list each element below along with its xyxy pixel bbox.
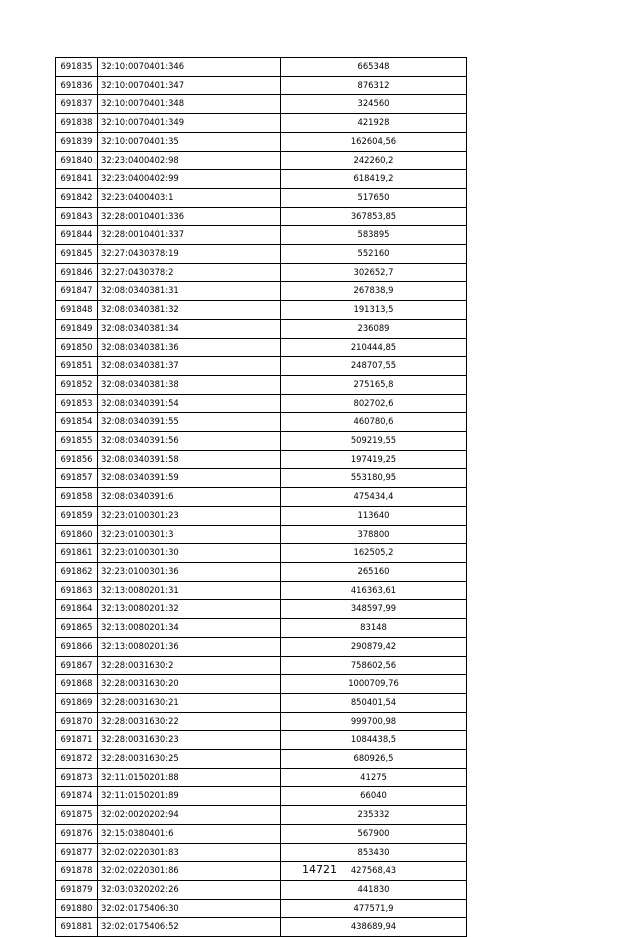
table-row (56, 58, 467, 77)
row-id-cell: 691857 (56, 469, 98, 488)
table-row (56, 95, 467, 114)
table-row (56, 675, 467, 694)
cadastral-number-cell: 32:08:0340381:31 (98, 282, 281, 301)
value-cell: 567900 (281, 824, 467, 843)
table-row (56, 637, 467, 656)
table-row (56, 188, 467, 207)
row-id-cell: 691854 (56, 413, 98, 432)
table-row (56, 375, 467, 394)
value-cell: 248707,55 (281, 357, 467, 376)
cadastral-number-cell: 32:02:0175406:52 (98, 918, 281, 937)
value-cell: 267838,9 (281, 282, 467, 301)
cadastral-number-cell: 32:27:0430378:19 (98, 245, 281, 264)
row-id-cell: 691864 (56, 600, 98, 619)
value-cell: 475434,4 (281, 488, 467, 507)
row-id-cell: 691861 (56, 544, 98, 563)
table-row (56, 282, 467, 301)
row-id-cell: 691839 (56, 132, 98, 151)
value-cell: 242260,2 (281, 151, 467, 170)
value-cell: 802702,6 (281, 394, 467, 413)
value-cell: 583895 (281, 226, 467, 245)
cadastral-number-cell: 32:23:0100301:30 (98, 544, 281, 563)
value-cell: 348597,99 (281, 600, 467, 619)
row-id-cell: 691836 (56, 76, 98, 95)
table-row (56, 263, 467, 282)
row-id-cell: 691881 (56, 918, 98, 937)
value-cell: 665348 (281, 58, 467, 77)
row-id-cell: 691849 (56, 319, 98, 338)
value-cell: 1084438,5 (281, 731, 467, 750)
value-cell: 876312 (281, 76, 467, 95)
row-id-cell: 691863 (56, 581, 98, 600)
cadastral-number-cell: 32:28:0031630:21 (98, 693, 281, 712)
cadastral-number-cell: 32:02:0175406:30 (98, 899, 281, 918)
cadastral-number-cell: 32:08:0340381:38 (98, 375, 281, 394)
value-cell: 427568,43 (281, 862, 467, 881)
table-row (56, 750, 467, 769)
row-id-cell: 691868 (56, 675, 98, 694)
cadastral-number-cell: 32:11:0150201:88 (98, 768, 281, 787)
table-row (56, 843, 467, 862)
cadastral-number-cell: 32:08:0340381:32 (98, 301, 281, 320)
value-cell: 235332 (281, 806, 467, 825)
table-row (56, 506, 467, 525)
value-cell: 680926,5 (281, 750, 467, 769)
cadastral-number-cell: 32:28:0031630:2 (98, 656, 281, 675)
row-id-cell: 691844 (56, 226, 98, 245)
cadastral-number-cell: 32:02:0220301:83 (98, 843, 281, 862)
row-id-cell: 691841 (56, 170, 98, 189)
value-cell: 853430 (281, 843, 467, 862)
cadastral-number-cell: 32:10:0070401:35 (98, 132, 281, 151)
row-id-cell: 691880 (56, 899, 98, 918)
value-cell: 210444,85 (281, 338, 467, 357)
row-id-cell: 691850 (56, 338, 98, 357)
row-id-cell: 691872 (56, 750, 98, 769)
cadastral-number-cell: 32:08:0340381:36 (98, 338, 281, 357)
value-cell: 999700,98 (281, 712, 467, 731)
value-cell: 509219,55 (281, 432, 467, 451)
table-row (56, 132, 467, 151)
value-cell: 265160 (281, 562, 467, 581)
cadastral-number-cell: 32:08:0340391:58 (98, 450, 281, 469)
value-cell: 553180,95 (281, 469, 467, 488)
row-id-cell: 691848 (56, 301, 98, 320)
row-id-cell: 691840 (56, 151, 98, 170)
table-row (56, 824, 467, 843)
row-id-cell: 691878 (56, 862, 98, 881)
cadastral-number-cell: 32:13:0080201:31 (98, 581, 281, 600)
value-cell: 438689,94 (281, 918, 467, 937)
table-row (56, 899, 467, 918)
value-cell: 290879,42 (281, 637, 467, 656)
cadastral-number-cell: 32:08:0340391:59 (98, 469, 281, 488)
table-row (56, 600, 467, 619)
row-id-cell: 691877 (56, 843, 98, 862)
table-row (56, 432, 467, 451)
value-cell: 236089 (281, 319, 467, 338)
row-id-cell: 691859 (56, 506, 98, 525)
row-id-cell: 691842 (56, 188, 98, 207)
value-cell: 416363,61 (281, 581, 467, 600)
value-cell: 1000709,76 (281, 675, 467, 694)
cadastral-number-cell: 32:02:0220301:86 (98, 862, 281, 881)
row-id-cell: 691855 (56, 432, 98, 451)
table-row (56, 731, 467, 750)
table-row (56, 544, 467, 563)
table-row (56, 450, 467, 469)
value-cell: 618419,2 (281, 170, 467, 189)
cadastral-number-cell: 32:23:0400403:1 (98, 188, 281, 207)
cadastral-number-cell: 32:13:0080201:34 (98, 619, 281, 638)
cadastral-number-cell: 32:08:0340391:56 (98, 432, 281, 451)
row-id-cell: 691862 (56, 562, 98, 581)
value-cell: 552160 (281, 245, 467, 264)
value-cell: 41275 (281, 768, 467, 787)
value-cell: 477571,9 (281, 899, 467, 918)
row-id-cell: 691856 (56, 450, 98, 469)
value-cell: 367853,85 (281, 207, 467, 226)
row-id-cell: 691873 (56, 768, 98, 787)
value-cell: 162604,56 (281, 132, 467, 151)
cadastral-number-cell: 32:08:0340391:55 (98, 413, 281, 432)
table-row (56, 693, 467, 712)
cadastral-number-cell: 32:28:0010401:337 (98, 226, 281, 245)
table-row (56, 245, 467, 264)
row-id-cell: 691853 (56, 394, 98, 413)
cadastral-number-cell: 32:10:0070401:347 (98, 76, 281, 95)
table-row (56, 656, 467, 675)
cadastral-number-cell: 32:23:0400402:99 (98, 170, 281, 189)
row-id-cell: 691869 (56, 693, 98, 712)
cadastral-number-cell: 32:28:0031630:20 (98, 675, 281, 694)
table-row (56, 151, 467, 170)
table-row (56, 76, 467, 95)
table-row (56, 806, 467, 825)
row-id-cell: 691847 (56, 282, 98, 301)
cadastral-value-table (55, 57, 467, 937)
value-cell: 302652,7 (281, 263, 467, 282)
cadastral-number-cell: 32:08:0340391:54 (98, 394, 281, 413)
cadastral-number-cell: 32:15:0380401:6 (98, 824, 281, 843)
cadastral-number-cell: 32:28:0031630:22 (98, 712, 281, 731)
row-id-cell: 691875 (56, 806, 98, 825)
table-row (56, 207, 467, 226)
table-row (56, 170, 467, 189)
row-id-cell: 691871 (56, 731, 98, 750)
row-id-cell: 691851 (56, 357, 98, 376)
table-row (56, 880, 467, 899)
table-row (56, 226, 467, 245)
cadastral-number-cell: 32:23:0100301:3 (98, 525, 281, 544)
value-cell: 113640 (281, 506, 467, 525)
table-row (56, 114, 467, 133)
table-row (56, 918, 467, 937)
cadastral-number-cell: 32:08:0340391:6 (98, 488, 281, 507)
cadastral-number-cell: 32:02:0020202:94 (98, 806, 281, 825)
table-row (56, 319, 467, 338)
value-cell: 460780,6 (281, 413, 467, 432)
table-row (56, 619, 467, 638)
row-id-cell: 691866 (56, 637, 98, 656)
value-cell: 517650 (281, 188, 467, 207)
cadastral-number-cell: 32:28:0031630:23 (98, 731, 281, 750)
value-cell: 162505,2 (281, 544, 467, 563)
table-body (56, 58, 467, 937)
value-cell: 850401,54 (281, 693, 467, 712)
row-id-cell: 691865 (56, 619, 98, 638)
value-cell: 758602,56 (281, 656, 467, 675)
value-cell: 197419,25 (281, 450, 467, 469)
value-cell: 324560 (281, 95, 467, 114)
row-id-cell: 691858 (56, 488, 98, 507)
table-row (56, 394, 467, 413)
table-row (56, 768, 467, 787)
cadastral-number-cell: 32:10:0070401:349 (98, 114, 281, 133)
cadastral-number-cell: 32:23:0100301:36 (98, 562, 281, 581)
value-cell: 191313,5 (281, 301, 467, 320)
table-row (56, 581, 467, 600)
row-id-cell: 691867 (56, 656, 98, 675)
table-row (56, 525, 467, 544)
table-row (56, 338, 467, 357)
row-id-cell: 691879 (56, 880, 98, 899)
table-row (56, 357, 467, 376)
cadastral-number-cell: 32:27:0430378:2 (98, 263, 281, 282)
value-cell: 378800 (281, 525, 467, 544)
cadastral-number-cell: 32:23:0100301:23 (98, 506, 281, 525)
row-id-cell: 691846 (56, 263, 98, 282)
table-row (56, 488, 467, 507)
row-id-cell: 691845 (56, 245, 98, 264)
row-id-cell: 691837 (56, 95, 98, 114)
value-cell: 66040 (281, 787, 467, 806)
row-id-cell: 691874 (56, 787, 98, 806)
value-cell: 421928 (281, 114, 467, 133)
cadastral-number-cell: 32:10:0070401:348 (98, 95, 281, 114)
row-id-cell: 691835 (56, 58, 98, 77)
row-id-cell: 691860 (56, 525, 98, 544)
cadastral-number-cell: 32:10:0070401:346 (98, 58, 281, 77)
value-cell: 441830 (281, 880, 467, 899)
row-id-cell: 691843 (56, 207, 98, 226)
value-cell: 275165,8 (281, 375, 467, 394)
cadastral-number-cell: 32:28:0010401:336 (98, 207, 281, 226)
table-row (56, 787, 467, 806)
cadastral-number-cell: 32:28:0031630:25 (98, 750, 281, 769)
cadastral-number-cell: 32:08:0340381:37 (98, 357, 281, 376)
row-id-cell: 691838 (56, 114, 98, 133)
row-id-cell: 691870 (56, 712, 98, 731)
cadastral-number-cell: 32:13:0080201:36 (98, 637, 281, 656)
page-number: 14721 (302, 863, 337, 876)
value-cell: 83148 (281, 619, 467, 638)
table-row (56, 413, 467, 432)
table-row (56, 712, 467, 731)
cadastral-number-cell: 32:03:0320202:26 (98, 880, 281, 899)
table-row (56, 301, 467, 320)
cadastral-number-cell: 32:08:0340381:34 (98, 319, 281, 338)
cadastral-number-cell: 32:13:0080201:32 (98, 600, 281, 619)
table-row (56, 562, 467, 581)
row-id-cell: 691852 (56, 375, 98, 394)
row-id-cell: 691876 (56, 824, 98, 843)
cadastral-number-cell: 32:23:0400402:98 (98, 151, 281, 170)
cadastral-number-cell: 32:11:0150201:89 (98, 787, 281, 806)
table-row (56, 469, 467, 488)
